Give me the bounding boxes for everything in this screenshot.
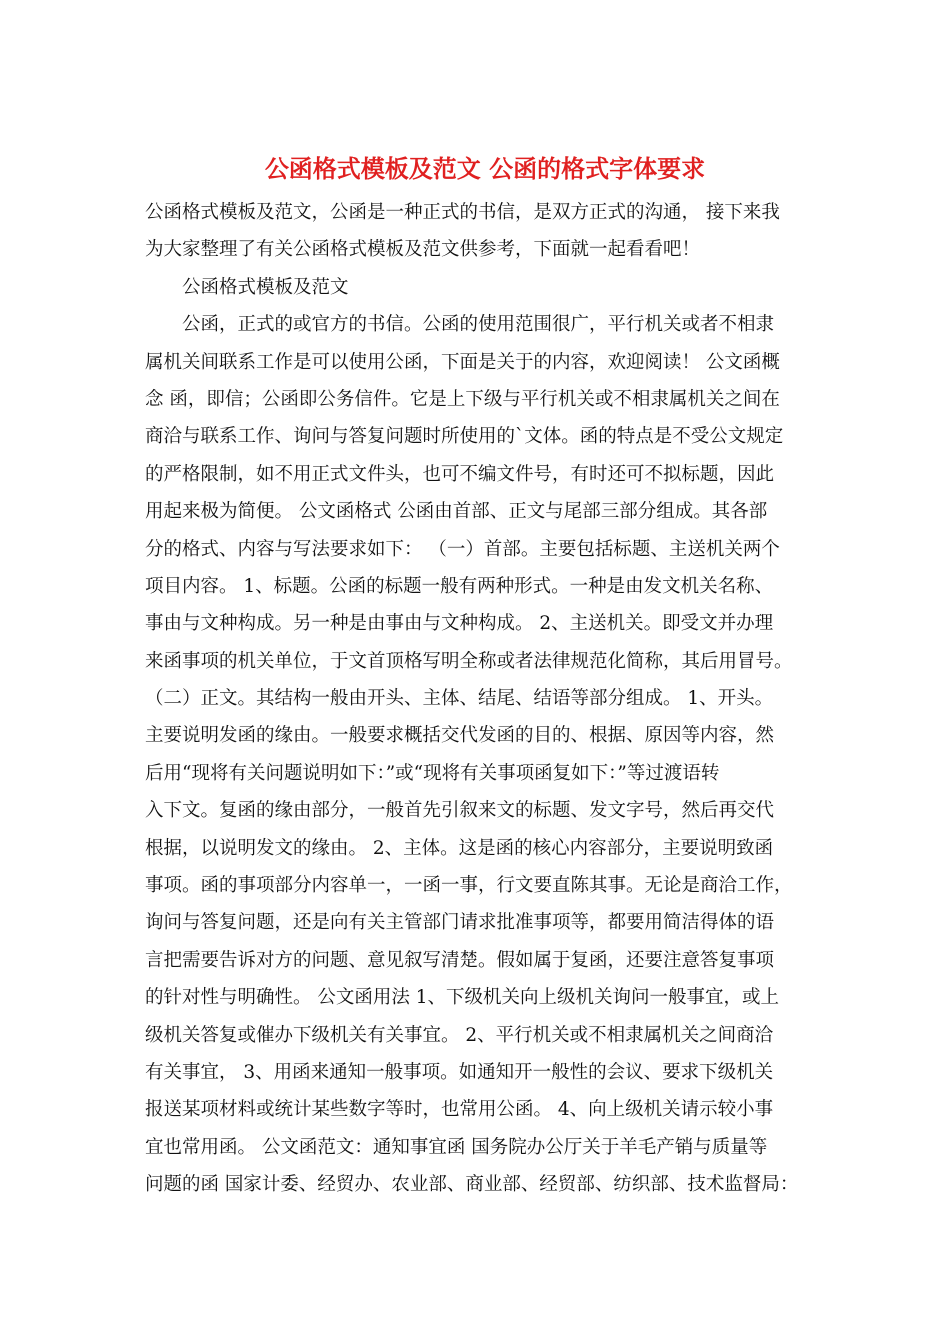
text-line: 后用“现将有关问题说明如下：”或“现将有关事项函复如下：”等过渡语转 bbox=[145, 762, 720, 784]
text-line: 商洽与联系工作、询问与答复问题时所使用的`文体。函的特点是不受公文规定 bbox=[145, 426, 784, 448]
text-line: 念 函，即信；公函即公务信件。它是上下级与平行机关或不相隶属机关之间在 bbox=[145, 388, 780, 410]
text-line: 询问与答复问题，还是向有关主管部门请求批准事项等，都要用简洁得体的语 bbox=[145, 912, 775, 934]
text-line: 用起来极为简便。 公文函格式 公函由首部、正文与尾部三部分组成。其各部 bbox=[145, 501, 768, 523]
text-line: 来函事项的机关单位，于文首顶格写明全称或者法律规范化简称，其后用冒号。 bbox=[145, 650, 793, 672]
text-line: 分的格式、内容与写法要求如下： （一）首部。主要包括标题、主送机关两个 bbox=[145, 538, 780, 560]
section-heading: 公函格式模板及范文 bbox=[182, 276, 349, 298]
text-line: 主要说明发函的缘由。一般要求概括交代发函的目的、根据、原因等内容，然 bbox=[145, 725, 775, 747]
text-line: 级机关答复或催办下级机关有关事宜。 2、平行机关或不相隶属机关之间商洽 bbox=[145, 1024, 774, 1046]
text-line: 的针对性与明确性。 公文函用法 1、下级机关向上级机关询问一般事宜，或上 bbox=[145, 987, 780, 1009]
text-line: 宜也常用函。 公文函范文：通知事宜函 国务院办公厅关于羊毛产销与质量等 bbox=[145, 1136, 768, 1158]
text-line: 为大家整理了有关公函格式模板及范文供参考，下面就一起看看吧！ bbox=[145, 239, 701, 261]
document-page bbox=[145, 150, 825, 1204]
text-line: 入下文。复函的缘由部分，一般首先引叙来文的标题、发文字号，然后再交代 bbox=[145, 800, 775, 822]
text-line: 言把需要告诉对方的问题、意见叙写清楚。假如属于复函，还要注意答复事项 bbox=[145, 949, 775, 971]
text-line: （二）正文。其结构一般由开头、主体、结尾、结语等部分组成。 1、开头。 bbox=[145, 688, 774, 710]
document-title: 公函格式模板及范文 公函的格式字体要求 bbox=[264, 154, 706, 183]
text-line: 问题的函 国家计委、经贸办、农业部、商业部、经贸部、纺织部、技术监督局： bbox=[145, 1174, 799, 1196]
text-line: 有关事宜， 3、用函来通知一般事项。如通知开一般性的会议、要求下级机关 bbox=[145, 1061, 774, 1083]
text-line: 事由与文种构成。另一种是由事由与文种构成。 2、主送机关。即受文并办理 bbox=[145, 613, 774, 635]
text-line: 属机关间联系工作是可以使用公函，下面是关于的内容，欢迎阅读！ 公文函概 bbox=[145, 351, 780, 373]
text-line: 项目内容。 1、标题。公函的标题一般有两种形式。一种是由发文机关名称、 bbox=[145, 575, 774, 597]
text-line: 根据，以说明发文的缘由。 2、主体。这是函的核心内容部分，主要说明致函 bbox=[145, 837, 774, 859]
text-line: 公函格式模板及范文，公函是一种正式的书信，是双方正式的沟通， 接下来我 bbox=[145, 202, 780, 223]
text-line: 公函，正式的或官方的书信。公函的使用范围很广，平行机关或者不相隶 bbox=[182, 314, 775, 336]
text-line: 的严格限制，如不用正式文件头，也可不编文件号，有时还可不拟标题，因此 bbox=[145, 463, 775, 485]
text-line: 报送某项材料或统计某些数字等时，也常用公函。 4、向上级机关请示较小事 bbox=[145, 1099, 774, 1121]
text-line: 事项。函的事项部分内容单一，一函一事，行文要直陈其事。无论是商洽工作， bbox=[145, 875, 793, 897]
